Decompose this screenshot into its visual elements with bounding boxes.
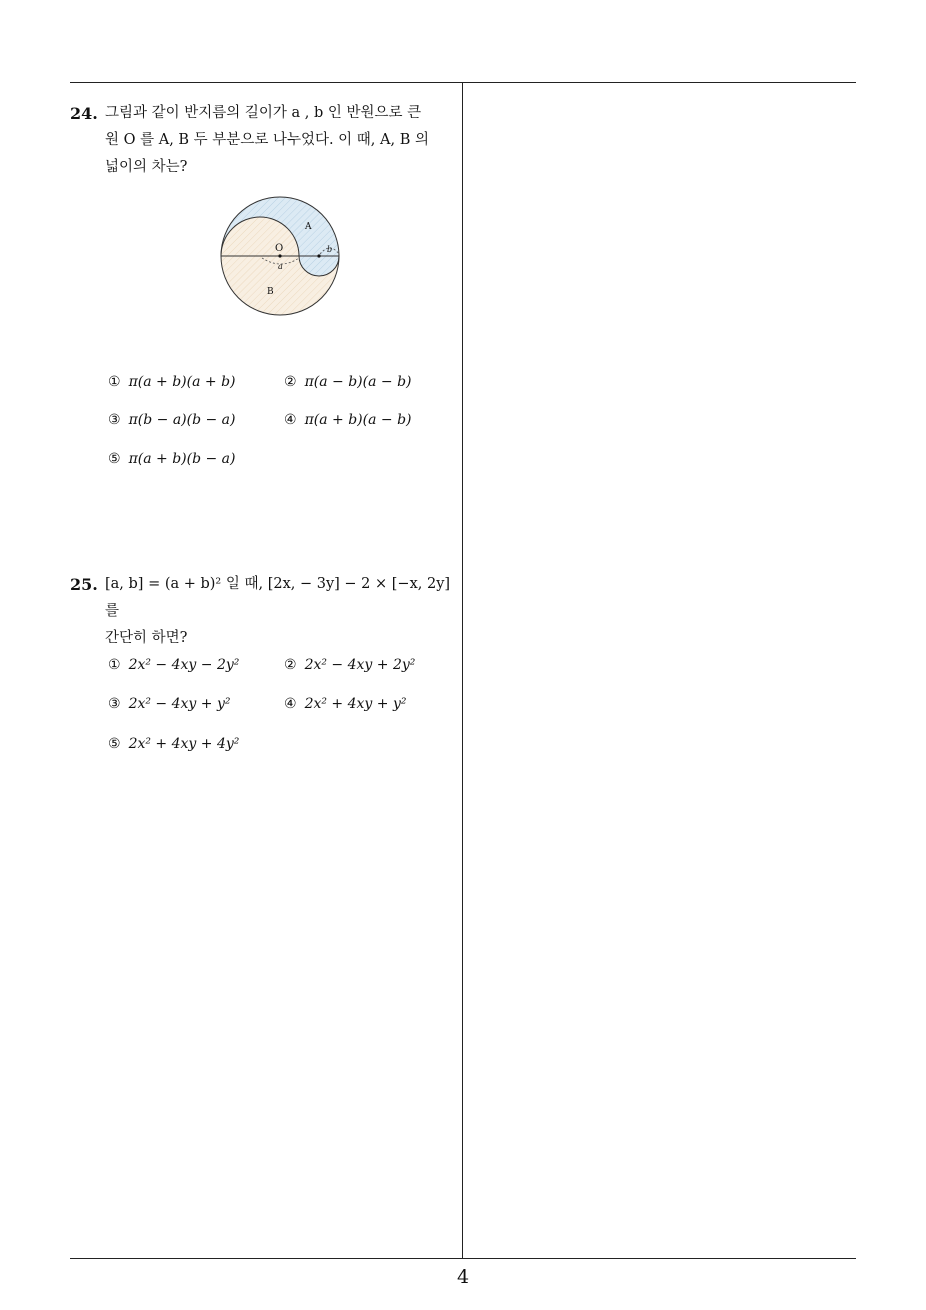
label-b-region: B xyxy=(267,287,274,297)
choice-2[interactable]: ② π(a − b)(a − b) xyxy=(284,374,412,390)
question-text-line: 원 O 를 A, B 두 부분으로 나누었다. 이 때, A, B 의 xyxy=(105,132,429,148)
page-number: 4 xyxy=(456,1266,470,1288)
choice-1[interactable]: ① 2x² − 4xy − 2y² xyxy=(108,657,240,673)
choice-3[interactable]: ③ π(b − a)(b − a) xyxy=(108,412,236,428)
circle-figure xyxy=(216,196,346,326)
question-text xyxy=(105,571,460,652)
label-a-region: A xyxy=(305,222,312,232)
center-point xyxy=(278,254,281,257)
bottom-rule xyxy=(70,1258,856,1259)
choice-1[interactable]: ① π(a + b)(a + b) xyxy=(108,374,236,390)
choice-5[interactable]: ⑤ π(a + b)(b − a) xyxy=(108,451,236,467)
question-text-line: 그림과 같이 반지름의 길이가 a , b 인 반원으로 큰 xyxy=(105,105,422,121)
label-o: O xyxy=(275,243,284,254)
column-divider xyxy=(462,82,463,1258)
question-text-line: 넓이의 차는? xyxy=(105,159,188,175)
choice-5[interactable]: ⑤ 2x² + 4xy + 4y² xyxy=(108,736,240,752)
question-number: 24. xyxy=(70,104,98,123)
top-rule xyxy=(70,82,856,83)
question-text xyxy=(105,100,460,181)
question-text-line: [a, b] = (a + b)² 일 때, [2x, − 3y] − 2 × [−x, 2y] 를 xyxy=(105,576,451,619)
choice-4[interactable]: ④ 2x² + 4xy + y² xyxy=(284,696,407,712)
choice-2[interactable]: ② 2x² − 4xy + 2y² xyxy=(284,657,416,673)
question-number: 25. xyxy=(70,575,98,594)
label-radius-b: b xyxy=(327,245,333,254)
label-radius-a: a xyxy=(278,262,283,271)
choice-3[interactable]: ③ 2x² − 4xy + y² xyxy=(108,696,231,712)
small-center-point xyxy=(317,254,320,257)
question-text-line: 간단히 하면? xyxy=(105,630,188,646)
choice-4[interactable]: ④ π(a + b)(a − b) xyxy=(284,412,412,428)
question-24 xyxy=(70,100,460,181)
question-25 xyxy=(70,571,460,652)
